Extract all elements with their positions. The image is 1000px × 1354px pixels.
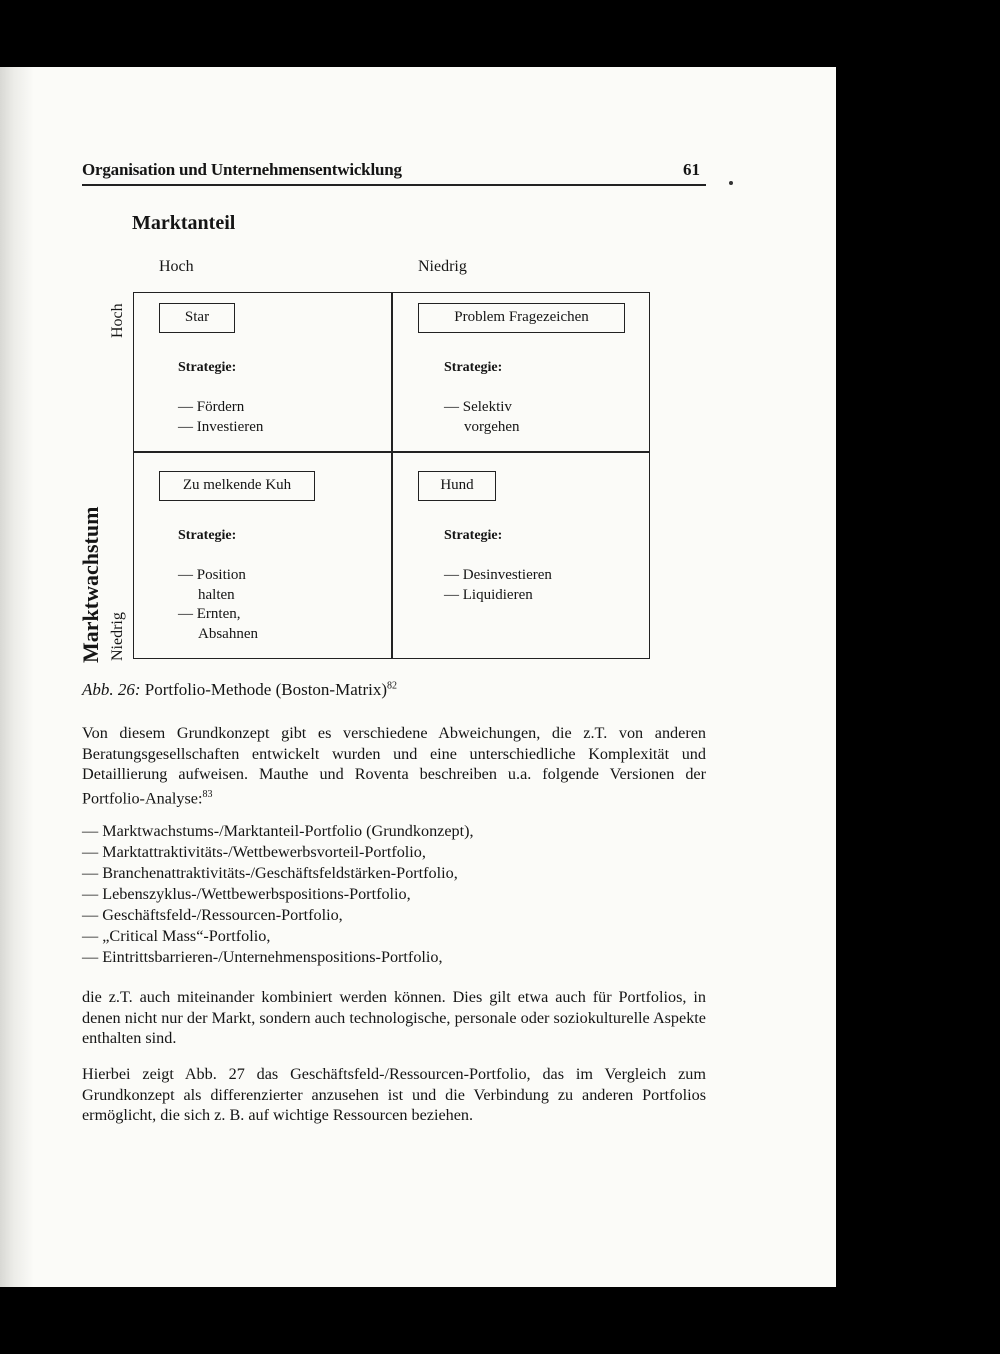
dog-action-1: — Desinvestieren bbox=[444, 567, 552, 583]
question-mark-action-2: vorgehen bbox=[464, 418, 520, 435]
question-mark-strategy-label: Strategie: bbox=[444, 360, 503, 375]
y-axis-low-label: Niedrig bbox=[109, 612, 126, 661]
star-action-1: — Fördern bbox=[178, 399, 245, 415]
matrix-vertical-divider bbox=[391, 292, 393, 659]
y-axis-high-label: Hoch bbox=[109, 303, 126, 338]
figure-caption bbox=[82, 680, 397, 700]
x-axis-high-label: Hoch bbox=[159, 258, 194, 275]
matrix-horizontal-divider bbox=[133, 451, 650, 453]
paragraph-2: die z.T. auch miteinander kombiniert werden können. Dies gilt etwa auch für Portfolios, in denen nicht nur der Markt, sondern auch technologische, personale oder soziokulturelle Aspekte enthalten sind. bbox=[82, 988, 706, 1047]
portfolio-versions-list bbox=[82, 822, 706, 969]
y-axis-title: Marktwachstum bbox=[78, 506, 103, 663]
list-item: — Marktwachstums-/Marktanteil-Portfolio (Grundkonzept), bbox=[82, 822, 474, 840]
cash-cow-label-box: Zu melkende Kuh bbox=[159, 471, 315, 501]
question-mark-label-box: Problem Fragezeichen bbox=[418, 303, 625, 333]
cash-cow-strategy-label: Strategie: bbox=[178, 528, 237, 543]
caption-prefix: Abb. 26: bbox=[82, 680, 141, 699]
star-strategy-label: Strategie: bbox=[178, 360, 237, 375]
list-item: — Marktattraktivitäts-/Wettbewerbsvorteil-Portfolio, bbox=[82, 843, 426, 861]
x-axis-low-label: Niedrig bbox=[418, 258, 467, 275]
dog-action-2: — Liquidieren bbox=[444, 586, 533, 603]
list-item: — Branchenattraktivitäts-/Geschäftsfeldstärken-Portfolio, bbox=[82, 864, 458, 882]
cash-cow-action-3: — Ernten, bbox=[178, 606, 241, 622]
list-item: — Lebenszyklus-/Wettbewerbspositions-Portfolio, bbox=[82, 885, 411, 903]
question-mark-action-1: — Selektiv bbox=[444, 399, 512, 415]
cash-cow-action-2: halten bbox=[198, 586, 235, 603]
dog-strategy-label: Strategie: bbox=[444, 528, 503, 543]
star-action-2: — Investieren bbox=[178, 418, 264, 435]
page-number: 61 bbox=[683, 160, 700, 179]
cash-cow-action-1: — Position bbox=[178, 567, 246, 583]
dog-label-box: Hund bbox=[418, 471, 496, 501]
paragraph-1-footnote-ref: 83 bbox=[202, 788, 213, 800]
star-label-box: Star bbox=[159, 303, 235, 333]
running-header-title: Organisation und Unternehmensentwicklung bbox=[82, 160, 402, 179]
x-axis-title: Marktanteil bbox=[132, 212, 236, 234]
paragraph-1 bbox=[82, 723, 706, 808]
speck-mark bbox=[729, 181, 733, 185]
caption-text: Portfolio-Methode (Boston-Matrix) bbox=[144, 680, 388, 699]
paragraph-3: Hierbei zeigt Abb. 27 das Geschäftsfeld-/Ressourcen-Portfolio, das im Vergleich zum Grundkonzept als differenzierter anzusehen ist und die Verbindung zu anderen Portfolios ermöglicht, die sich z. B. auf wichtige Ressourcen beziehen. bbox=[82, 1065, 706, 1124]
page-gutter-shadow bbox=[0, 67, 34, 1287]
list-item: — Geschäftsfeld-/Ressourcen-Portfolio, bbox=[82, 906, 343, 924]
caption-footnote-ref: 82 bbox=[387, 680, 398, 692]
cash-cow-action-4: Absahnen bbox=[198, 625, 258, 642]
header-rule bbox=[82, 184, 706, 186]
list-item: — „Critical Mass“-Portfolio, bbox=[82, 927, 271, 945]
list-item: — Eintrittsbarrieren-/Unternehmenspositions-Portfolio, bbox=[82, 948, 443, 966]
paragraph-1-text: Von diesem Grundkonzept gibt es verschiedene Abweichungen, die z.T. von anderen Beratungsgesellschaften entwickelt wurden und eine unterschiedliche Komplexität und Detaillierung aufweisen. Mauthe und Roventa beschreiben u.a. folgende Versionen der Portfolio-Analyse: bbox=[82, 724, 706, 807]
